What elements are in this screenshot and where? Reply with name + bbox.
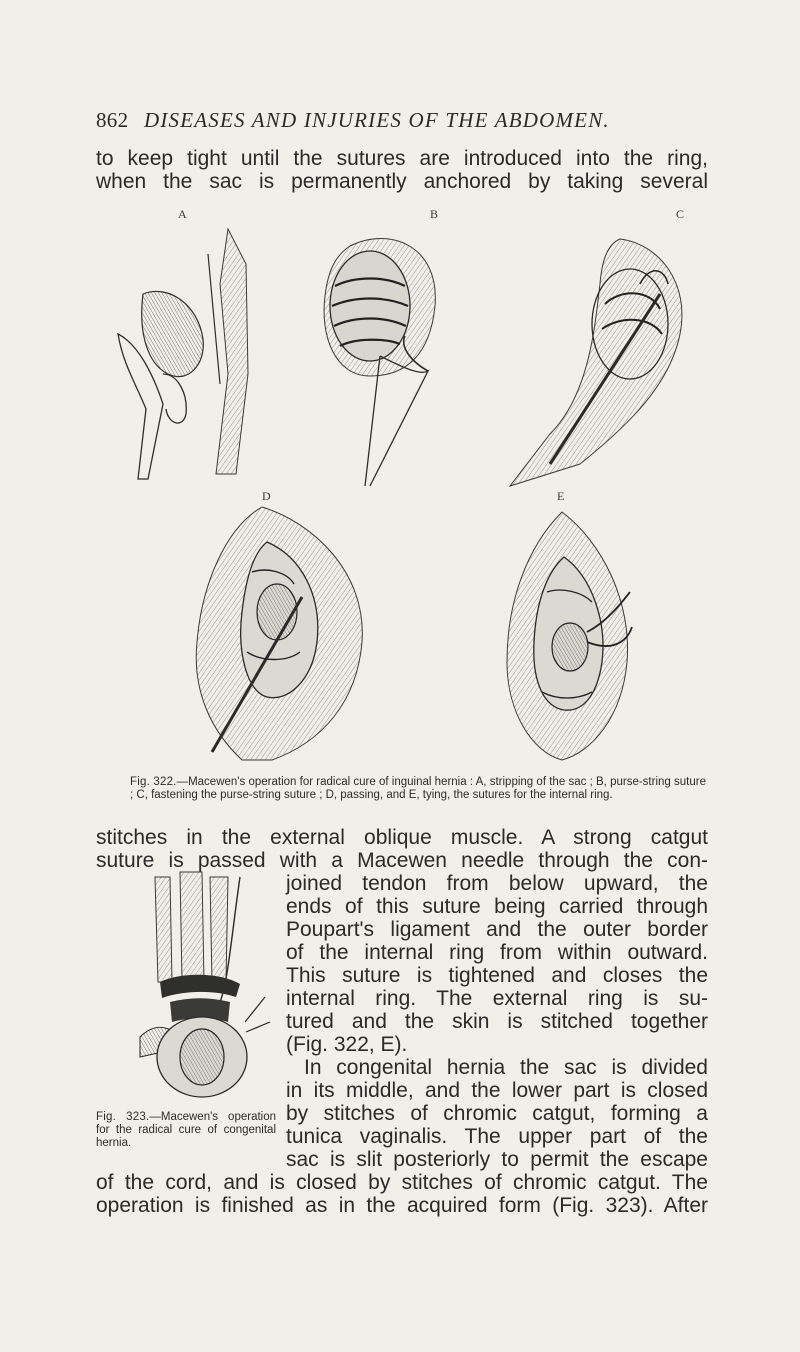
wrap-line-2: ends of this suture being carried through	[286, 895, 708, 918]
body-line-1: stitches in the external oblique muscle. A strong catgut	[96, 826, 708, 849]
fig322-label-e: E	[557, 489, 565, 503]
fig323-illustration	[140, 872, 276, 1104]
fig322-label-d: D	[262, 489, 271, 503]
body-last-line-1: of the cord, and is closed by stitches of chromic catgut. The	[96, 1171, 708, 1194]
fig322-illustration-a	[108, 224, 278, 484]
body-line-2: suture is passed with a Macewen needle through the con-	[96, 849, 708, 872]
intro-line-1: to keep tight until the sutures are introduced into the ring,	[96, 147, 708, 170]
wrap-line-5: This suture is tightened and closes the	[286, 964, 708, 987]
fig322-illustration-d	[172, 502, 372, 764]
body-last-line-2: operation is finished as in the acquired form (Fig. 323). After	[96, 1194, 708, 1217]
wrap-line-11: by stitches of chromic catgut, forming a	[286, 1102, 708, 1125]
fig322-illustration-b	[310, 226, 450, 488]
fig322-caption	[130, 776, 706, 802]
fig323-caption	[96, 1111, 276, 1150]
fig322-caption-text: —Macewen's operation for radical cure of inguinal hernia : A, stripping of the sac ; B, purse-string suture ; C, fastening the purse-string suture ; D, passing, and E, tying, the sutures for the internal ring.	[130, 776, 706, 801]
fig323-caption-number: Fig. 323.	[96, 1111, 150, 1123]
fig322-illustration-e	[492, 502, 642, 764]
fig322-illustration-c	[490, 224, 700, 488]
wrap-line-7: tured and the skin is stitched together	[286, 1010, 708, 1033]
wrap-line-6: internal ring. The external ring is su-	[286, 987, 708, 1010]
wrap-line-13: sac is slit posteriorly to permit the escape	[286, 1148, 708, 1171]
wrap-line-1: joined tendon from below upward, the	[286, 872, 708, 895]
wrap-line-3: Poupart's ligament and the outer border	[286, 918, 708, 941]
fig322-caption-number: Fig. 322.	[130, 776, 177, 788]
running-title: DISEASES AND INJURIES OF THE ABDOMEN.	[143, 108, 610, 132]
wrap-line-12: tunica vaginalis. The upper part of the	[286, 1125, 708, 1148]
fig323-caption-text: —Macewen's operation for the radical cure of congenital hernia.	[96, 1111, 276, 1149]
wrap-line-9: In congenital hernia the sac is divided	[304, 1056, 708, 1079]
wrap-line-4: of the internal ring from within outward.	[286, 941, 708, 964]
fig322-label-b: B	[430, 207, 439, 221]
page-number: 862	[96, 108, 129, 132]
fig322-label-c: C	[676, 207, 685, 221]
running-header	[96, 108, 610, 133]
intro-line-2: when the sac is permanently anchored by taking several	[96, 170, 708, 193]
wrap-line-8: (Fig. 322, E).	[286, 1033, 408, 1056]
fig322-label-a: A	[178, 207, 187, 221]
wrap-line-10: in its middle, and the lower part is closed	[286, 1079, 708, 1102]
